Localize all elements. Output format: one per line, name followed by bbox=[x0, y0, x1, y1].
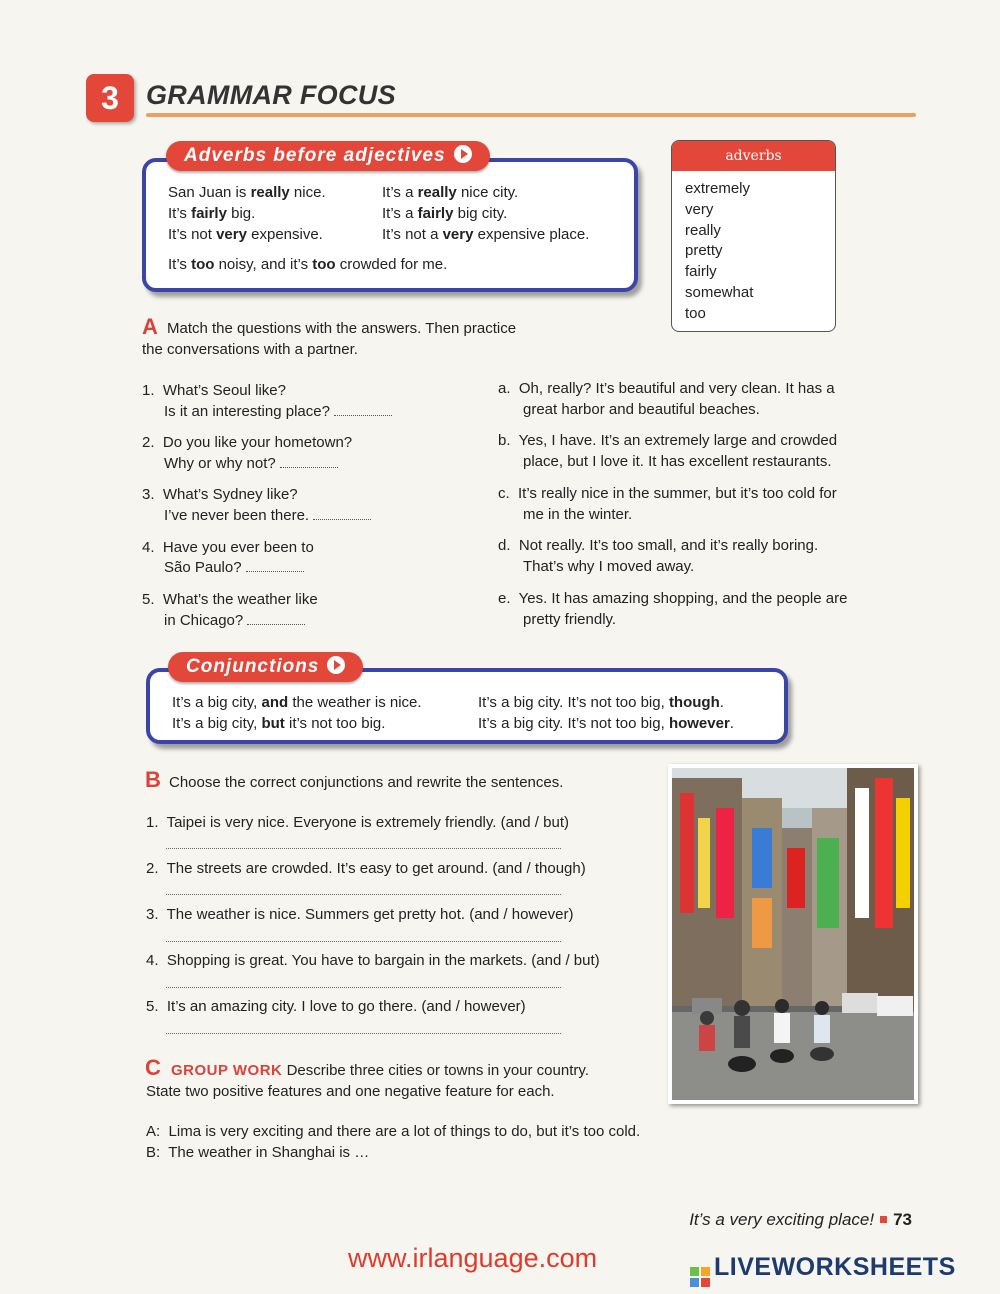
conjunctions-right-examples bbox=[478, 692, 734, 734]
question-item-line2: Is it an interesting place? bbox=[164, 401, 392, 422]
adverbs-example: It’s a really nice city. bbox=[382, 184, 519, 201]
adverbs-right-examples bbox=[382, 182, 589, 245]
liveworksheets-logo bbox=[690, 1253, 956, 1287]
question-item: 2. Do you like your hometown? bbox=[142, 434, 353, 451]
question-item-line2: São Paulo? bbox=[164, 557, 304, 578]
page-footer bbox=[689, 1210, 912, 1230]
answer-item-line2: pretty friendly. bbox=[523, 611, 617, 628]
adverb-item: extremely bbox=[685, 180, 751, 197]
rewrite-answer-line-1[interactable] bbox=[166, 847, 561, 849]
adverbs-box-title bbox=[166, 141, 490, 171]
answer-blank-4[interactable] bbox=[246, 557, 304, 572]
adverb-item: very bbox=[685, 200, 714, 218]
play-audio-icon[interactable] bbox=[327, 656, 345, 674]
group-work-label: GROUP WORK bbox=[171, 1062, 283, 1079]
liveworksheets-grid-icon bbox=[690, 1267, 710, 1287]
answer-blank-2[interactable] bbox=[280, 453, 338, 468]
exercise-c-instruction-2: State two positive features and one negative feature for each. bbox=[146, 1083, 555, 1100]
rewrite-item: 2. The streets are crowded. It’s easy to get around. (and / though) bbox=[146, 860, 586, 877]
watermark-site[interactable]: www.irlanguage.com bbox=[348, 1243, 598, 1273]
question-item-line2: in Chicago? bbox=[164, 610, 305, 631]
answer-item-line2: me in the winter. bbox=[523, 506, 633, 523]
exercise-b-instruction: Choose the correct conjunctions and rewrite the sentences. bbox=[169, 774, 564, 791]
city-street-illustration bbox=[672, 768, 914, 1100]
answer-item-line2: That’s why I moved away. bbox=[523, 558, 695, 575]
answer-item-line2: great harbor and beautiful beaches. bbox=[523, 401, 760, 418]
city-street-photo bbox=[668, 764, 918, 1104]
adverb-item: too bbox=[685, 304, 706, 322]
answer-item: a. Oh, really? It’s beautiful and very clean. It has a bbox=[498, 380, 835, 397]
rewrite-answer-line-4[interactable] bbox=[166, 986, 561, 988]
rewrite-item: 3. The weather is nice. Summers get pretty hot. (and / however) bbox=[146, 906, 574, 923]
adverbs-bottom-example: It’s too noisy, and it’s too crowded for me. bbox=[168, 256, 448, 273]
answer-item-line2: place, but I love it. It has excellent restaurants. bbox=[523, 453, 832, 470]
conjunction-example: It’s a big city, and the weather is nice. bbox=[172, 694, 422, 711]
answer-item: d. Not really. It’s too small, and it’s really boring. bbox=[498, 537, 819, 554]
rewrite-item: 1. Taipei is very nice. Everyone is extremely friendly. (and / but) bbox=[146, 814, 569, 831]
answer-item: b. Yes, I have. It’s an extremely large and crowded bbox=[498, 432, 838, 449]
adverb-item: somewhat bbox=[685, 283, 754, 301]
exercise-a-instruction: Match the questions with the answers. Then practice bbox=[167, 320, 517, 337]
conjunctions-left-examples bbox=[172, 692, 422, 734]
question-item: 5. What’s the weather like bbox=[142, 591, 318, 608]
exercise-c-letter: C bbox=[145, 1055, 161, 1080]
answer-item: e. Yes. It has amazing shopping, and the people are bbox=[498, 590, 848, 607]
conjunction-example: It’s a big city. It’s not too big, though. bbox=[478, 694, 724, 711]
footer-square-icon bbox=[880, 1216, 887, 1223]
liveworksheets-brand: LIVEWORKSHEETS bbox=[714, 1253, 956, 1281]
adverbs-list bbox=[672, 171, 835, 325]
exercise-a-instruction-2: the conversations with a partner. bbox=[142, 341, 358, 358]
adverbs-example: San Juan is really nice. bbox=[168, 184, 326, 201]
dialog-line: B: The weather in Shanghai is … bbox=[146, 1144, 370, 1161]
conjunction-example: It’s a big city. It’s not too big, however. bbox=[478, 715, 734, 732]
adverbs-list-box bbox=[671, 140, 836, 332]
dialog-line: A: Lima is very exciting and there are a lot of things to do, but it’s too cold. bbox=[146, 1123, 641, 1140]
exercise-c-instruction: GROUP WORK Describe three cities or towns in your country. bbox=[171, 1062, 589, 1079]
adverbs-box-title-text: Adverbs before adjectives bbox=[184, 145, 446, 166]
adverbs-left-examples bbox=[168, 182, 326, 245]
question-item: 4. Have you ever been to bbox=[142, 539, 314, 556]
question-item: 1. What’s Seoul like? bbox=[142, 382, 286, 399]
question-item-line2: I’ve never been there. bbox=[164, 505, 371, 526]
conjunctions-box-title bbox=[168, 652, 363, 682]
page-number: 73 bbox=[893, 1210, 912, 1229]
answer-item: c. It’s really nice in the summer, but it’s too cold for bbox=[498, 485, 837, 502]
exercise-b-letter: B bbox=[145, 767, 161, 792]
footer-unit-title: It’s a very exciting place! bbox=[689, 1210, 875, 1229]
adverbs-list-title: adverbs bbox=[672, 141, 835, 171]
play-audio-icon[interactable] bbox=[454, 145, 472, 163]
rewrite-item: 5. It’s an amazing city. I love to go there. (and / however) bbox=[146, 998, 526, 1015]
answer-blank-3[interactable] bbox=[313, 505, 371, 520]
question-item: 3. What’s Sydney like? bbox=[142, 486, 298, 503]
exercise-a-letter: A bbox=[142, 314, 158, 339]
adverbs-example: It’s a fairly big city. bbox=[382, 205, 508, 222]
rewrite-answer-line-5[interactable] bbox=[166, 1032, 561, 1034]
question-item-line2: Why or why not? bbox=[164, 453, 338, 474]
conjunctions-box-title-text: Conjunctions bbox=[186, 656, 320, 677]
answer-blank-1[interactable] bbox=[334, 401, 392, 416]
rewrite-item: 4. Shopping is great. You have to bargain in the markets. (and / but) bbox=[146, 952, 600, 969]
adverb-item: really bbox=[685, 221, 721, 239]
conjunction-example: It’s a big city, but it’s not too big. bbox=[172, 715, 386, 732]
adverbs-example: It’s fairly big. bbox=[168, 205, 256, 222]
adverb-item: pretty bbox=[685, 242, 723, 260]
section-title: GRAMMAR FOCUS bbox=[146, 80, 396, 110]
adverbs-example: It’s not very expensive. bbox=[168, 226, 323, 243]
adverbs-example: It’s not a very expensive place. bbox=[382, 226, 590, 243]
rewrite-answer-line-3[interactable] bbox=[166, 940, 561, 942]
adverb-item: fairly bbox=[685, 263, 717, 281]
answer-blank-5[interactable] bbox=[247, 610, 305, 625]
rewrite-answer-line-2[interactable] bbox=[166, 893, 561, 895]
section-divider bbox=[146, 113, 916, 117]
section-number: 3 bbox=[86, 74, 134, 122]
